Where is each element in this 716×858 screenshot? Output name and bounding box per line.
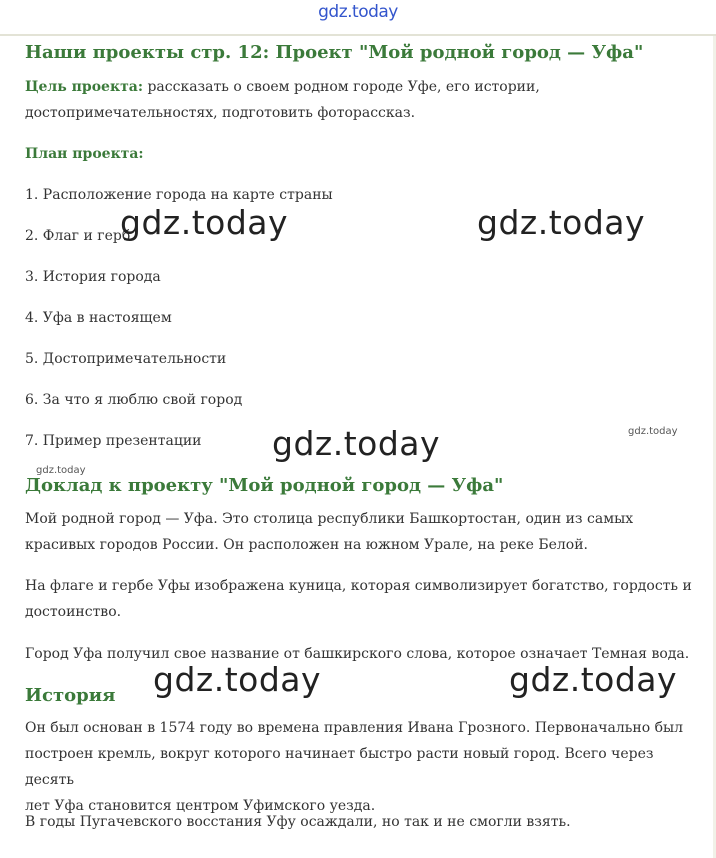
history-p1-line2: построен кремль, вокруг которого начинает быстро расти новый город. Всего через десять	[25, 746, 654, 788]
plan-heading	[25, 141, 695, 167]
site-logo[interactable]: gdz.today	[318, 2, 398, 22]
watermark: gdz.today	[272, 424, 441, 463]
watermark-small: gdz.today	[36, 465, 86, 476]
project-goal	[25, 74, 695, 126]
report-p1-line2: красивых городов России. Он расположен на южном Урале, на реке Белой.	[25, 537, 589, 553]
history-p1-line1: Он был основан в 1574 году во времена правления Ивана Грозного. Первоначально был	[25, 720, 684, 736]
plan-item: 6. За что я люблю свой город	[25, 392, 243, 408]
report-paragraph: Город Уфа получил свое название от башкирского слова, которое означает Темная вода.	[25, 646, 690, 662]
report-p2-line1: На флаге и гербе Уфы изображена куница, которая символизирует богатство, гордость и	[25, 578, 692, 594]
goal-label: Цель проекта:	[25, 79, 143, 95]
history-paragraph	[25, 715, 695, 819]
report-heading: Доклад к проекту "Мой родной город — Уфа"	[25, 475, 504, 496]
history-heading: История	[25, 685, 116, 706]
report-p2-line2: достоинство.	[25, 604, 122, 620]
goal-text-line1: рассказать о своем родном городе Уфе, его истории,	[143, 79, 540, 95]
watermark-small: gdz.today	[628, 426, 678, 437]
watermark: gdz.today	[120, 203, 289, 242]
plan-item: 4. Уфа в настоящем	[25, 310, 172, 326]
plan-item: 3. История города	[25, 269, 161, 285]
plan-label: План проекта:	[25, 146, 144, 162]
history-paragraph: В годы Пугачевского восстания Уфу осаждали, но так и не смогли взять.	[25, 814, 571, 830]
report-p1-line1: Мой родной город — Уфа. Это столица республики Башкортостан, один из самых	[25, 511, 634, 527]
report-paragraph	[25, 573, 695, 625]
watermark: gdz.today	[509, 660, 678, 699]
watermark: gdz.today	[477, 203, 646, 242]
page-title: Наши проекты стр. 12: Проект "Мой родной город — Уфа"	[25, 42, 644, 63]
report-paragraph	[25, 506, 695, 558]
history-p1-line3: лет Уфа становится центром Уфимского уезда.	[25, 798, 376, 814]
plan-item: 7. Пример презентации	[25, 433, 202, 449]
plan-item: 1. Расположение города на карте страны	[25, 187, 333, 203]
header-divider	[0, 34, 716, 36]
plan-item: 2. Флаг и герб	[25, 228, 131, 244]
plan-item: 5. Достопримечательности	[25, 351, 227, 367]
goal-text-line2: достопримечательностях, подготовить фоторассказ.	[25, 105, 416, 121]
watermark: gdz.today	[153, 660, 322, 699]
